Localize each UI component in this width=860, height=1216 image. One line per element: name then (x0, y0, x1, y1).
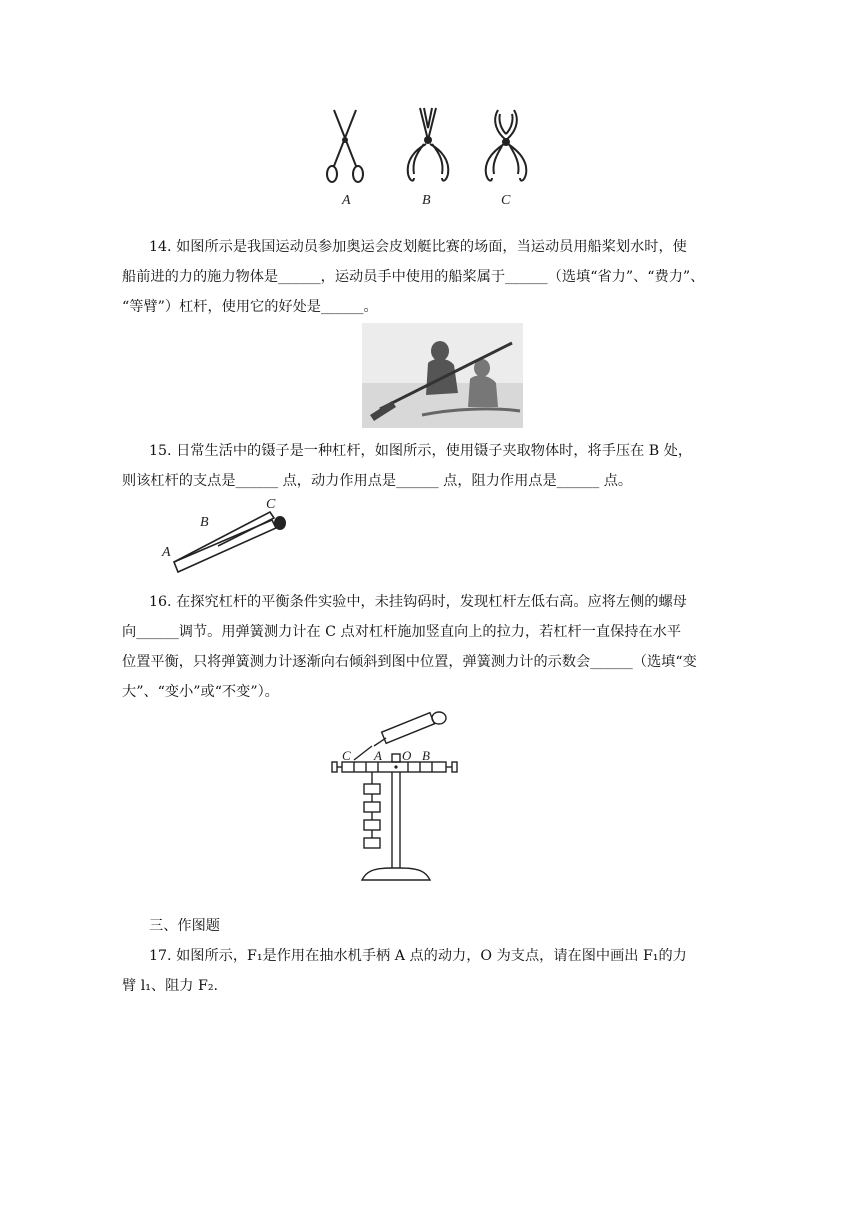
lever-label-o: O (402, 748, 412, 763)
question-17 (122, 941, 734, 971)
q16-line-2: 向______调节。用弹簧测力计在 C 点对杠杆施加竖直向上的拉力，若杠杆一直保持在水平 (122, 624, 682, 640)
section-3-title: 三、作图题 (149, 918, 220, 934)
q14-line-1: 14. 如图所示是我国运动员参加奥运会皮划艇比赛的场面，当运动员用船桨划水时，使 (149, 239, 687, 255)
q17-line-2: 臂 l₁、阻力 F₂. (122, 978, 219, 994)
scissors-label-a: A (342, 193, 351, 208)
tweezers-figure (160, 494, 290, 576)
tweezers-label-a: A (162, 545, 171, 560)
q17-line-1: 17. 如图所示，F₁是作用在抽水机手柄 A 点的动力，O 为支点，请在图中画出 F₁的力 (149, 948, 687, 964)
lever-label-a: A (374, 748, 382, 763)
question-17-cont (122, 971, 734, 1001)
q14-line-3: “等臂”）杠杆，使用它的好处是______。 (122, 299, 378, 315)
q15-line-1: 15. 日常生活中的镊子是一种杠杆，如图所示，使用镊子夹取物体时，将手压在 B 处， (149, 443, 693, 459)
kayak-photo (362, 323, 523, 428)
tweezers-label-b: B (200, 515, 209, 530)
q16-line-1: 16. 在探究杠杆的平衡条件实验中，未挂钩码时，发现杠杆左低右高。应将左侧的螺母 (149, 594, 687, 610)
question-15 (122, 436, 734, 466)
lever-label-c: C (342, 748, 351, 763)
q16-line-4: 大”、“变小”或“不变”）。 (122, 684, 279, 700)
q14-line-2: 船前进的力的施力物体是______，运动员手中使用的船桨属于______（选填“省力”、“费力”、 (122, 269, 705, 285)
lever-label-b: B (422, 748, 430, 763)
tweezers-label-c: C (266, 497, 276, 512)
question-15-cont (122, 466, 734, 496)
question-16 (122, 587, 734, 617)
lever-figure (326, 708, 464, 884)
scissors-label-c: C (501, 193, 511, 208)
q15-line-2: 则该杠杆的支点是______ 点，动力作用点是______ 点，阻力作用点是______ 点。 (122, 473, 633, 489)
scissors-label-b: B (422, 193, 431, 208)
question-14-cont (122, 262, 734, 322)
q16-line-3: 位置平衡，只将弹簧测力计逐渐向右倾斜到图中位置，弹簧测力计的示数会______（选填“变 (122, 654, 697, 670)
scissors-figure (320, 100, 540, 212)
question-14 (122, 232, 734, 262)
question-16-cont (122, 617, 734, 707)
